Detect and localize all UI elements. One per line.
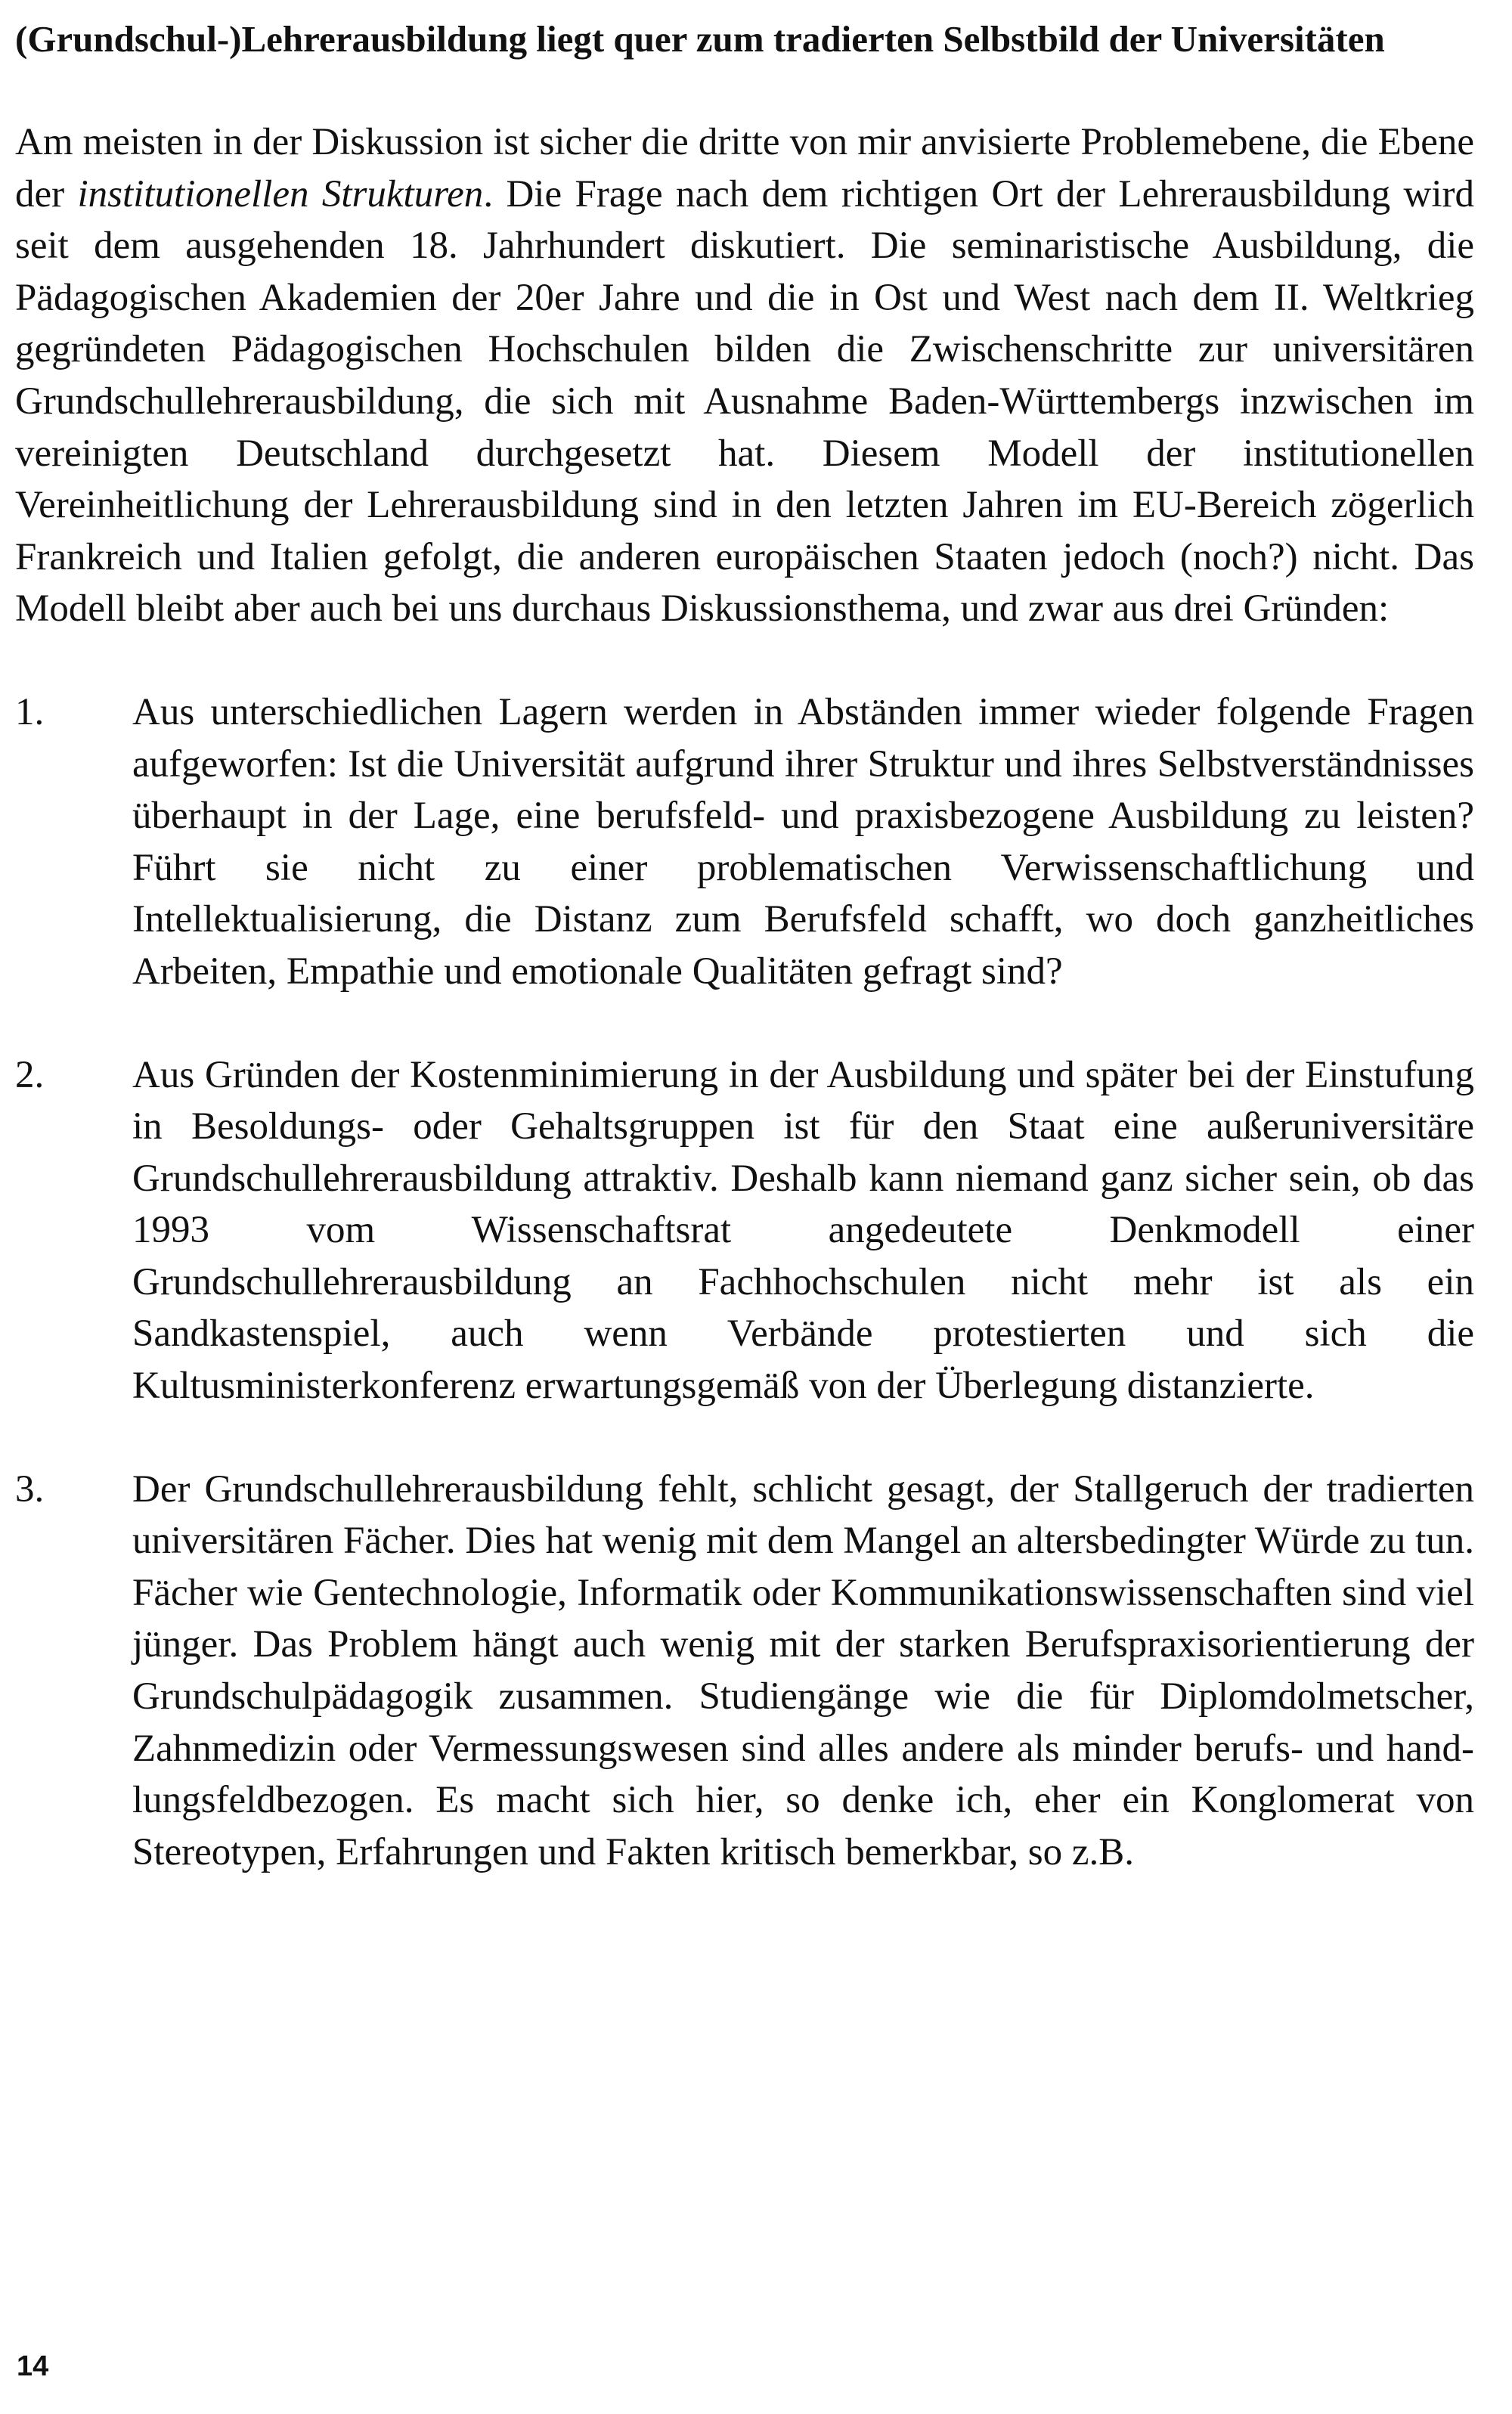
page-number: 14: [17, 2350, 49, 2382]
list-item: [15, 686, 1474, 998]
list-item-number: 3.: [15, 1467, 45, 1511]
list-item-text: Der Grundschullehrerausbildung fehlt, schlicht gesagt, der Stallgeruch der tradierten universitären Fächer. Dies hat wenig mit dem Mangel an altersbedingter Würde zu tun. Fächer wie Gentechnologie, Informatik oder Kommunikationswissenschaften sind viel jünger. Das Problem hängt auch wenig mit der starken Berufspraxisorientierung der Grundschulpädagogik zusammen. Studiengänge wie die für Diplomdolmetscher, Zahnmedizin oder Vermessungswesen sind alles andere als minder berufs- und handlungsfeldbezogen. Es macht sich hier, so denke ich, eher ein Konglomerat von Stereotypen, Erfahrungen und Fakten kritisch bemerkbar, so z.B.: [132, 1467, 1475, 1873]
intro-emphasis: institutionellen Strukturen: [77, 172, 484, 215]
list-item: [15, 1049, 1474, 1412]
list-item-number: 2.: [15, 1053, 45, 1096]
intro-paragraph: [15, 116, 1474, 635]
list-item-number: 1.: [15, 690, 45, 733]
list-item-text: Aus Gründen der Kostenminimierung in der Ausbildung und später bei der Einstufung in Besoldungs- oder Gehaltsgruppen ist für den Staat eine außeruniversitäre Grundschullehrerausbildung attraktiv. Deshalb kann niemand ganz sicher sein, ob das 1993 vom Wissenschaftsrat angedeutete Denkmodell einer Grundschullehrerausbildung an Fachhochschulen nicht mehr ist als ein Sandkastenspiel, auch wenn Verbände protestierten und sich die Kultusministerkonferenz erwartungsgemäß von der Überlegung distanzierte.: [132, 1053, 1474, 1408]
intro-text-end: . Die Frage nach dem richtigen Ort der Lehrerausbildung wird seit dem ausgehenden 18. Jahrhundert diskutiert. Die seminaristische Ausbildung, die Pädagogischen Akademien der 20er Jahre und die in Ost und West nach dem II. Weltkrieg gegründeten Pädagogischen Hochschulen bilden die Zwischenschritte zur universitären Grundschullehrerausbildung, die sich mit Ausnahme Baden-Württembergs inzwischen im vereinigten Deutschland durchgesetzt hat. Diesem Modell der institutionellen Vereinheitlichung der Lehrerausbildung sind in den letzten Jahren im EU-Bereich zögerlich Frankreich und Italien gefolgt, die anderen europäischen Staaten jedoch (noch?) nicht. Das Modell bleibt aber auch bei uns durchaus Diskussionsthema, und zwar aus drei Gründen:: [15, 172, 1475, 631]
list-item-text: Aus unterschiedlichen Lagern werden in Abständen immer wieder folgende Fragen aufgeworfen: Ist die Universität aufgrund ihrer Struktur und ihres Selbstverständnisses überhaupt in der Lage, eine berufsfeld- und praxisbezogene Ausbildung zu leisten? Führt sie nicht zu einer problematischen Verwissenschaftlichung und Intellektualisierung, die Distanz zum Berufsfeld schafft, wo doch ganzheitliches Arbeiten, Empathie und emotionale Qualitäten gefragt sind?: [132, 690, 1474, 993]
intro-text-start: Am meisten in der Diskussion ist sicher die dritte von mir anvisierte Problemebene, die Ebene der: [15, 121, 1474, 215]
document-page: [15, 14, 1474, 1878]
list-item: [15, 1464, 1474, 1879]
reasons-list: [15, 686, 1474, 1878]
section-heading: (Grundschul-)Lehrerausbildung liegt quer zum tradierten Selbstbild der Universitäten: [15, 18, 1385, 60]
